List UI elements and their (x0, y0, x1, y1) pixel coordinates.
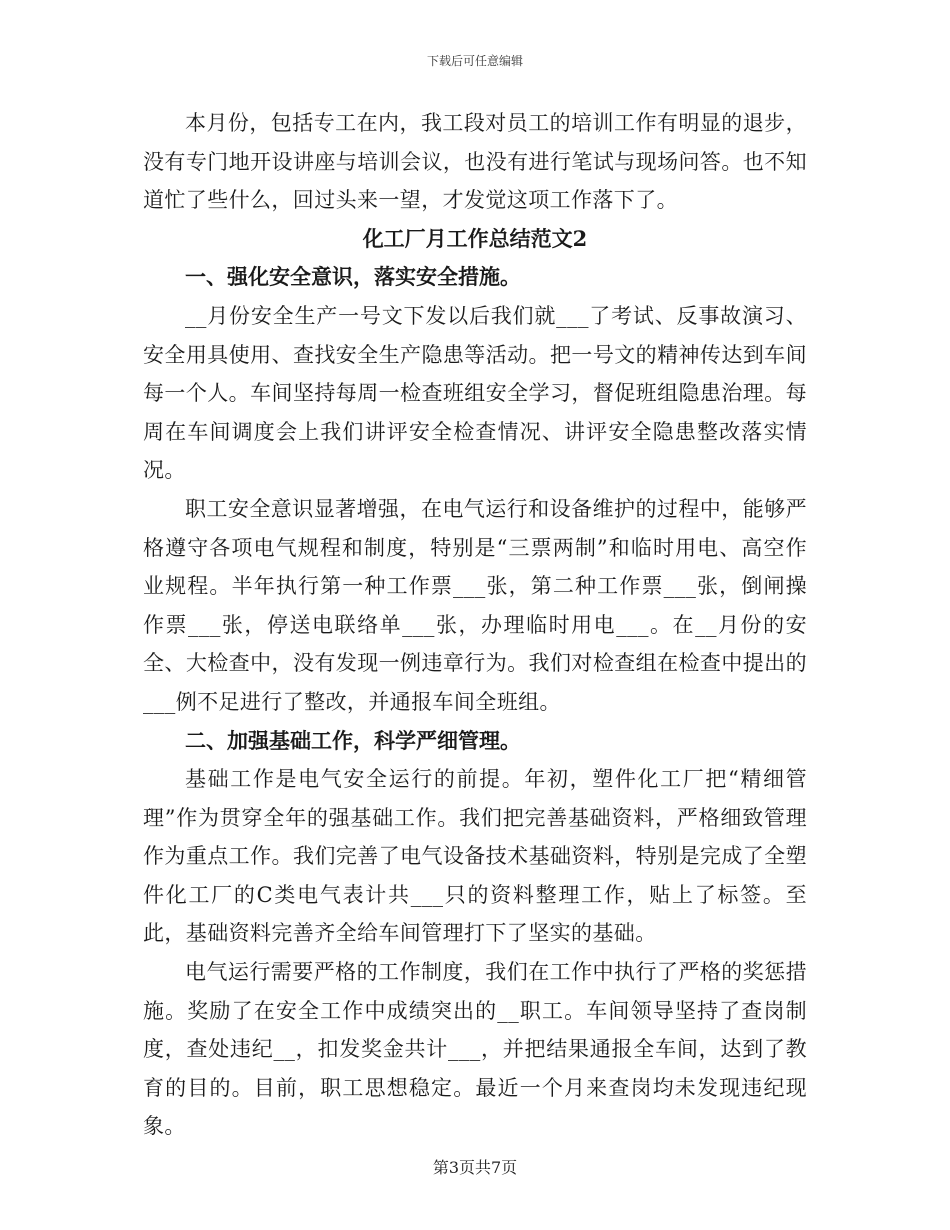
document-body (143, 104, 807, 1146)
section-1-paragraph-2: 职工安全意识显著增强，在电气运行和设备维护的过程中，能够严格遵守各项电气规程和制度，特别是“三票两制”和临时用电、高空作业规程。半年执行第一种工作票___张，第二种工作票___张，倒闸操作票___张，停送电联络单___张，办理临时用电___。在__月份的安全、大检查中，没有发现一例违章行为。我们对检查组在检查中提出的___例不足进行了整改，并通报车间全班组。 (143, 496, 807, 714)
section-2-heading: 二、加强基础工作，科学严细管理。 (185, 727, 521, 753)
section-2-paragraph-1: 基础工作是电气安全运行的前提。年初，塑件化工厂把“精细管理”作为贯穿全年的强基础工作。我们把完善基础资料，严格细致管理作为重点工作。我们完善了电气设备技术基础资料，特别是完成了全塑件化工厂的C类电气表计共___只的资料整理工作，贴上了标签。至此，基础资料完善齐全给车间管理打下了坚实的基础。 (143, 767, 807, 946)
section-1-heading: 一、强化安全意识，落实安全措施。 (185, 264, 521, 290)
document-title: 化工厂月工作总结范文2 (362, 225, 588, 251)
page-header: 下载后可任意编辑 (426, 54, 523, 68)
section-1-paragraph-1: __月份安全生产一号文下发以后我们就___了考试、反事故演习、安全用具使用、查找安全生产隐患等活动。把一号文的精神传达到车间每一个人。车间坚持每周一检查班组安全学习，督促班组隐患治理。每周在车间调度会上我们讲评安全检查情况、讲评安全隐患整改落实情况。 (143, 303, 807, 483)
intro-paragraph: 本月份，包括专工在内，我工段对员工的培训工作有明显的退步，没有专门地开设讲座与培训会议，也没有进行笔试与现场问答。也不知道忙了些什么，回过头来一望，才发觉这项工作落下了。 (143, 111, 807, 213)
section-2-paragraph-2: 电气运行需要严格的工作制度，我们在工作中执行了严格的奖惩措施。奖励了在安全工作中成绩突出的__职工。车间领导坚持了查岗制度，查处违纪__，扣发奖金共计___，并把结果通报全车间，达到了教育的目的。目前，职工思想稳定。最近一个月来查岗均未发现违纪现象。 (143, 960, 807, 1139)
page-footer: 第3页共7页 (432, 1158, 518, 1177)
